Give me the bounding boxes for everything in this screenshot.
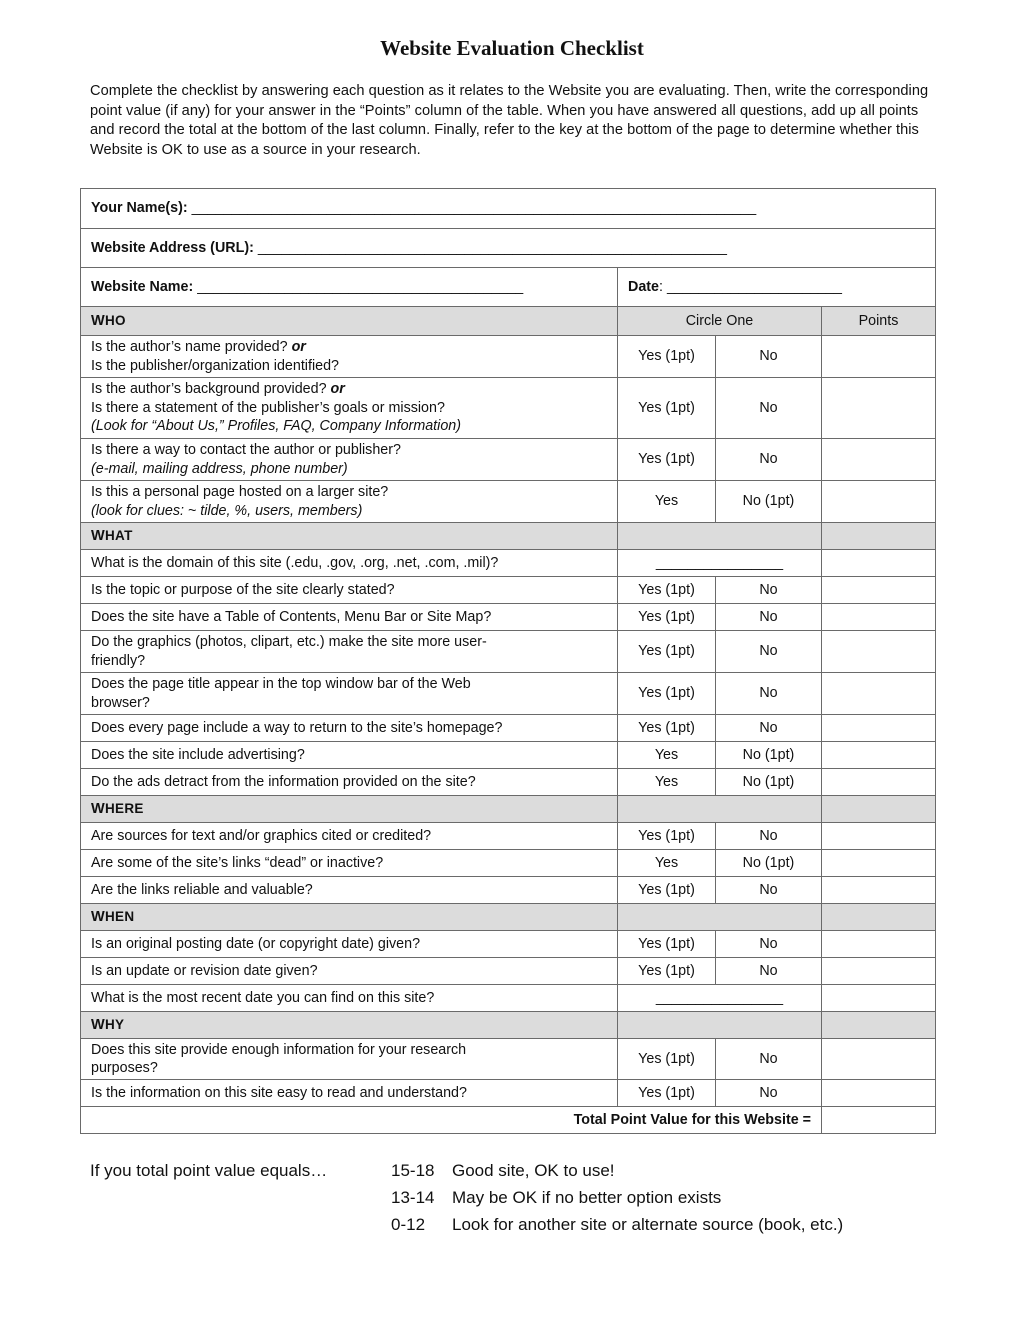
points-cell[interactable] — [822, 631, 936, 673]
answer-no[interactable]: No — [716, 877, 822, 904]
name-field[interactable] — [81, 189, 936, 229]
section-title-when: WHEN — [81, 904, 618, 931]
url-field[interactable] — [81, 229, 936, 268]
circle-one-header: Circle One — [618, 307, 822, 336]
answer-yes[interactable]: Yes (1pt) — [618, 877, 716, 904]
table-row — [81, 715, 936, 742]
question: Does the page title appear in the top window bar of the Web browser? — [81, 673, 618, 715]
question: Is this a personal page hosted on a larger site? (look for clues: ~ tilde, %, users, members) — [81, 481, 618, 523]
table-row — [81, 823, 936, 850]
date-label: Date — [628, 278, 659, 295]
answer-no[interactable]: No — [716, 577, 822, 604]
points-cell[interactable] — [822, 439, 936, 481]
answer-no[interactable]: No (1pt) — [716, 769, 822, 796]
table-row — [81, 850, 936, 877]
answer-no[interactable]: No — [716, 1039, 822, 1080]
question: Does every page include a way to return to the site’s homepage? — [81, 715, 618, 742]
answer-no[interactable]: No — [716, 378, 822, 439]
points-cell[interactable] — [822, 742, 936, 769]
key-range: 13-14 — [391, 1188, 435, 1207]
points-cell[interactable] — [822, 769, 936, 796]
answer-no[interactable]: No — [716, 931, 822, 958]
key-range: 15-18 — [391, 1161, 435, 1180]
domain-blank[interactable]: ________________ — [618, 550, 822, 577]
url-label: Website Address (URL): — [91, 239, 254, 256]
section-where — [81, 796, 936, 823]
answer-yes[interactable]: Yes (1pt) — [618, 1039, 716, 1080]
points-cell[interactable] — [822, 1080, 936, 1107]
section-when — [81, 904, 936, 931]
answer-yes[interactable]: Yes (1pt) — [618, 715, 716, 742]
section-what — [81, 523, 936, 550]
answer-yes[interactable]: Yes — [618, 850, 716, 877]
key-text: May be OK if no better option exists — [452, 1188, 722, 1207]
points-cell[interactable] — [822, 481, 936, 523]
answer-yes[interactable]: Yes (1pt) — [618, 823, 716, 850]
total-label: Total Point Value for this Website = — [81, 1107, 822, 1134]
answer-yes[interactable]: Yes (1pt) — [618, 958, 716, 985]
question: Are the links reliable and valuable? — [81, 877, 618, 904]
points-cell[interactable] — [822, 604, 936, 631]
answer-yes[interactable]: Yes (1pt) — [618, 604, 716, 631]
recent-date-blank[interactable]: ________________ — [618, 985, 822, 1012]
points-cell[interactable] — [822, 715, 936, 742]
table-row — [81, 985, 936, 1012]
question: Is the author’s name provided? or Is the publisher/organization identified? — [81, 336, 618, 378]
table-row — [81, 604, 936, 631]
section-who — [81, 307, 936, 336]
section-why — [81, 1012, 936, 1039]
section-title-who: WHO — [81, 307, 618, 336]
table-row — [81, 378, 936, 439]
question: Does this site provide enough information for your research purposes? — [81, 1039, 618, 1080]
date-field[interactable] — [618, 268, 936, 307]
answer-no[interactable]: No (1pt) — [716, 742, 822, 769]
table-row — [81, 769, 936, 796]
answer-no[interactable]: No (1pt) — [716, 481, 822, 523]
table-row — [81, 742, 936, 769]
answer-no[interactable]: No — [716, 631, 822, 673]
answer-no[interactable]: No — [716, 823, 822, 850]
points-cell[interactable] — [822, 823, 936, 850]
answer-no[interactable]: No — [716, 336, 822, 378]
table-row — [81, 481, 936, 523]
url-row — [81, 229, 936, 268]
answer-no[interactable]: No — [716, 958, 822, 985]
answer-yes[interactable]: Yes (1pt) — [618, 336, 716, 378]
answer-no[interactable]: No — [716, 715, 822, 742]
site-name-line: _________________________________________ — [197, 278, 524, 295]
points-cell[interactable] — [822, 877, 936, 904]
points-cell[interactable] — [822, 958, 936, 985]
points-cell[interactable] — [822, 673, 936, 715]
name-line: _______________________________________________________________________ — [191, 200, 757, 217]
site-row — [81, 268, 936, 307]
question: Is the information on this site easy to read and understand? — [81, 1080, 618, 1107]
question: Does the site have a Table of Contents, Menu Bar or Site Map? — [81, 604, 618, 631]
url-line: ___________________________________________________________ — [257, 239, 727, 256]
answer-yes[interactable]: Yes — [618, 769, 716, 796]
points-cell[interactable] — [822, 336, 936, 378]
name-label: Your Name(s): — [91, 200, 188, 217]
table-row — [81, 931, 936, 958]
section-title-what: WHAT — [81, 523, 618, 550]
answer-yes[interactable]: Yes (1pt) — [618, 378, 716, 439]
key-range: 0-12 — [391, 1215, 426, 1234]
table-row — [81, 1039, 936, 1080]
question: Do the graphics (photos, clipart, etc.) make the site more user- friendly? — [81, 631, 618, 673]
key-text: Look for another site or alternate source (book, etc.) — [452, 1215, 844, 1234]
key-lead: If you total point value equals… — [90, 1161, 328, 1180]
name-row — [81, 189, 936, 229]
site-name-label: Website Name: — [91, 278, 194, 295]
section-title-where: WHERE — [81, 796, 618, 823]
table-row — [81, 631, 936, 673]
instructions — [90, 82, 940, 160]
answer-yes[interactable]: Yes (1pt) — [618, 631, 716, 673]
question: Is an update or revision date given? — [81, 958, 618, 985]
answer-no[interactable]: No — [716, 673, 822, 715]
instructions-text: Complete the checklist by answering each question as it relates to the Website you are evaluating. Then, write the corresponding point value (if any) for your answer in the “Points” column of the table. When you have answered all questions, add up all points and record the total at the bottom of the last column. Finally, refer to the key at the bottom of the page to determine whether this Website is OK to use as a source in your research. — [90, 83, 929, 158]
answer-no[interactable]: No — [716, 604, 822, 631]
section-title-why: WHY — [81, 1012, 618, 1039]
checklist-table — [80, 188, 936, 1134]
key-text: Good site, OK to use! — [452, 1161, 615, 1180]
table-row — [81, 439, 936, 481]
table-row — [81, 550, 936, 577]
question: Is there a way to contact the author or publisher? (e-mail, mailing address, phone number) — [81, 439, 618, 481]
table-row — [81, 336, 936, 378]
question: Are some of the site’s links “dead” or inactive? — [81, 850, 618, 877]
table-row — [81, 577, 936, 604]
question: Do the ads detract from the information provided on the site? — [81, 769, 618, 796]
answer-yes[interactable]: Yes (1pt) — [618, 931, 716, 958]
answer-no[interactable]: No — [716, 1080, 822, 1107]
answer-yes[interactable]: Yes (1pt) — [618, 577, 716, 604]
points-cell[interactable] — [822, 550, 936, 577]
question: Is the author’s background provided? or Is there a statement of the publisher’s goals or mission? (Look for “About Us,” Profiles, FAQ, Company Information) — [81, 378, 618, 439]
answer-yes[interactable]: Yes — [618, 742, 716, 769]
site-name-field[interactable] — [81, 268, 618, 307]
date-line: ______________________ — [666, 278, 842, 295]
question: Is the topic or purpose of the site clearly stated? — [81, 577, 618, 604]
answer-no[interactable]: No — [716, 439, 822, 481]
table-row — [81, 877, 936, 904]
points-cell[interactable] — [822, 931, 936, 958]
page-title: Website Evaluation Checklist — [380, 36, 644, 60]
date-colon: : — [659, 278, 663, 295]
question: What is the most recent date you can find on this site? — [81, 985, 618, 1012]
points-cell[interactable] — [822, 577, 936, 604]
answer-yes[interactable]: Yes (1pt) — [618, 439, 716, 481]
question: Does the site include advertising? — [81, 742, 618, 769]
points-cell[interactable] — [822, 378, 936, 439]
answer-no[interactable]: No (1pt) — [716, 850, 822, 877]
answer-yes[interactable]: Yes — [618, 481, 716, 523]
points-cell[interactable] — [822, 850, 936, 877]
total-row — [81, 1107, 936, 1134]
answer-yes[interactable]: Yes (1pt) — [618, 1080, 716, 1107]
points-cell[interactable] — [822, 985, 936, 1012]
answer-yes[interactable]: Yes (1pt) — [618, 673, 716, 715]
points-header: Points — [822, 307, 936, 336]
question: What is the domain of this site (.edu, .gov, .org, .net, .com, .mil)? — [81, 550, 618, 577]
table-row — [81, 958, 936, 985]
question: Are sources for text and/or graphics cited or credited? — [81, 823, 618, 850]
points-cell[interactable] — [822, 1039, 936, 1080]
question: Is an original posting date (or copyright date) given? — [81, 931, 618, 958]
table-row — [81, 673, 936, 715]
table-row — [81, 1080, 936, 1107]
total-points-cell[interactable] — [822, 1107, 936, 1134]
